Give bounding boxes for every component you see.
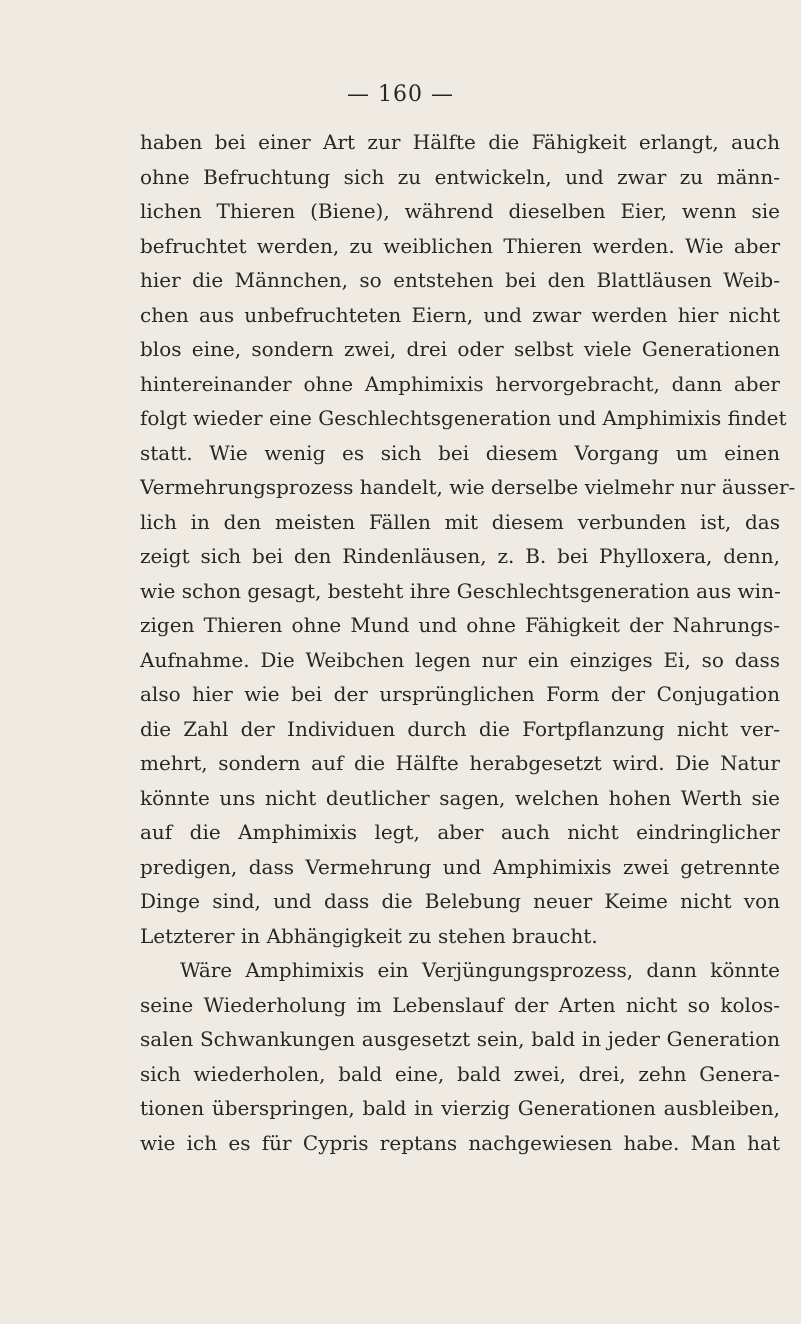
paragraph-start-line: Wäre Amphimixis ein Verjüngungsprozess, dann könnte: [180, 958, 780, 982]
text-line: seine Wiederholung im Lebenslauf der Arten nicht so kolos-: [140, 992, 780, 1017]
body-text: [140, 125, 796, 1160]
text-line: wie ich es für Cypris reptans nachgewiesen habe. Man hat: [140, 1130, 780, 1155]
text-line: salen Schwankungen ausgesetzt sein, bald in jeder Generation: [140, 1027, 780, 1051]
text-line: zigen Thieren ohne Mund und ohne Fähigkeit der Nahrungs-: [140, 613, 780, 637]
text-line: die Zahl der Individuen durch die Fortpflanzung nicht ver-: [140, 716, 780, 741]
page-number: — 160 —: [347, 82, 454, 107]
text-line: mehrt, sondern auf die Hälfte herabgesetzt wird. Die Natur: [140, 751, 780, 775]
text-line: chen aus unbefruchteten Eiern, und zwar werden hier nicht: [140, 302, 780, 327]
text-line: zeigt sich bei den Rindenläusen, z. B. bei Phylloxera, denn,: [140, 544, 780, 568]
text-line: sich wiederholen, bald eine, bald zwei, drei, zehn Genera-: [140, 1061, 780, 1086]
text-line: auf die Amphimixis legt, aber auch nicht eindringlicher: [140, 820, 780, 844]
text-line: befruchtet werden, zu weiblichen Thieren werden. Wie aber: [140, 233, 780, 258]
text-line: ohne Befruchtung sich zu entwickeln, und zwar zu männ-: [140, 164, 780, 189]
text-line: hintereinander ohne Amphimixis hervorgebracht, dann aber: [140, 371, 780, 396]
paragraph-end-line: Letzterer in Abhängigkeit zu stehen braucht.: [140, 923, 598, 948]
text-line: wie schon gesagt, besteht ihre Geschlechtsgeneration aus win-: [140, 578, 781, 603]
text-line: Vermehrungsprozess handelt, wie derselbe vielmehr nur äusser-: [140, 475, 796, 499]
text-line: tionen überspringen, bald in vierzig Generationen ausbleiben,: [140, 1096, 780, 1120]
text-line: haben bei einer Art zur Hälfte die Fähigkeit erlangt, auch: [140, 130, 780, 154]
text-line: statt. Wie wenig es sich bei diesem Vorgang um einen: [140, 440, 780, 465]
text-line: Dinge sind, und dass die Belebung neuer Keime nicht von: [140, 889, 780, 913]
text-line: lichen Thieren (Biene), während dieselben Eier, wenn sie: [140, 199, 780, 223]
text-line: könnte uns nicht deutlicher sagen, welchen hohen Werth sie: [140, 785, 780, 810]
text-line: predigen, dass Vermehrung und Amphimixis zwei getrennte: [140, 854, 780, 879]
text-line: folgt wieder eine Geschlechtsgeneration und Amphimixis findet: [140, 406, 787, 430]
text-line: hier die Männchen, so entstehen bei den Blattläusen Weib-: [140, 268, 780, 292]
text-line: Aufnahme. Die Weibchen legen nur ein einziges Ei, so dass: [140, 647, 780, 672]
text-line: blos eine, sondern zwei, drei oder selbst viele Generationen: [140, 337, 780, 361]
text-line: also hier wie bei der ursprünglichen Form der Conjugation: [140, 682, 780, 706]
text-line: lich in den meisten Fällen mit diesem verbunden ist, das: [140, 509, 780, 534]
